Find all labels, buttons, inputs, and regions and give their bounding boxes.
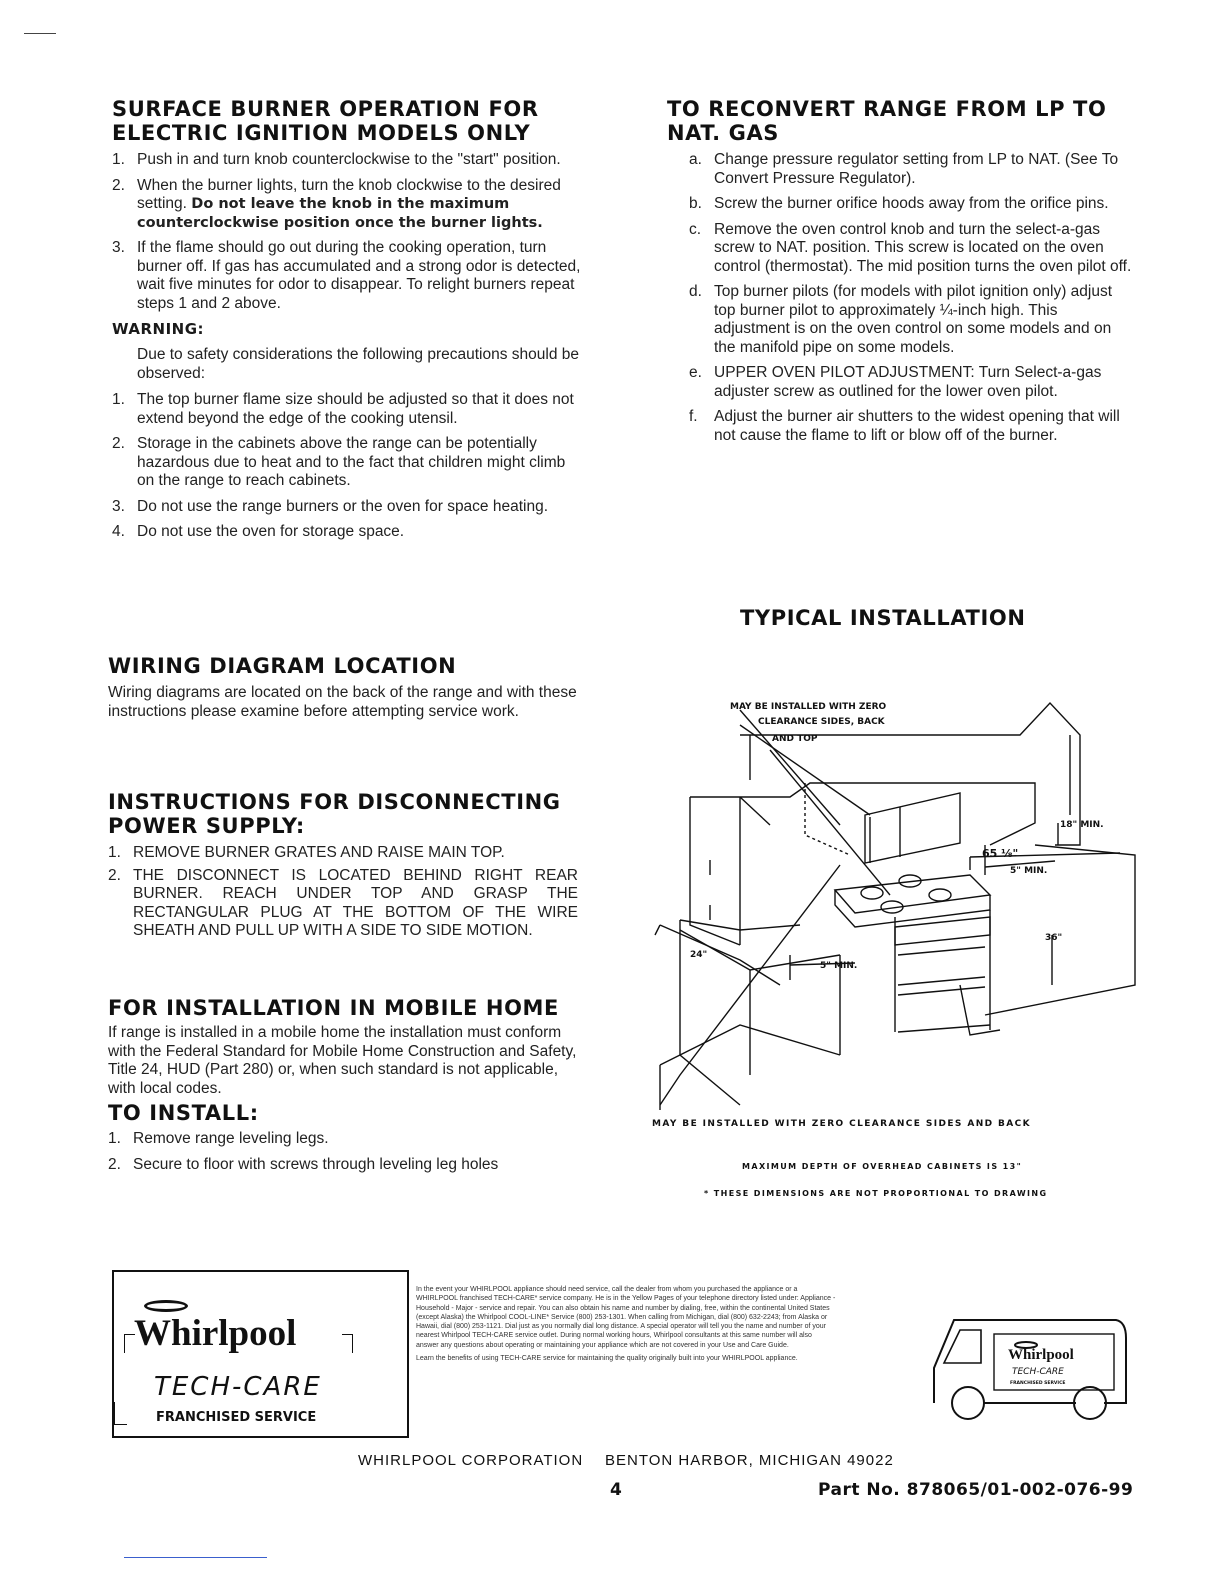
van-brand: Whirlpool [1008,1347,1074,1363]
callout-line: AND TOP [772,734,818,744]
callout-line: CLEARANCE SIDES, BACK [758,717,885,727]
part-number: Part No. 878065/01-002-076-99 [818,1480,1134,1500]
mobile-home-title: FOR INSTALLATION IN MOBILE HOME [108,996,559,1020]
surface-step-bold-warning: Do not leave the knob in the maximum counterclockwise position once the burner lights. [137,196,543,231]
section-surface-burner [112,97,582,549]
section-reconvert [667,97,1137,452]
wiring-text: Wiring diagrams are located on the back of the range and with these instructions please examine before attempting service work. [108,684,577,720]
bracket [124,1334,135,1353]
dim-24: 24" [690,950,708,960]
installation-drawing [640,695,1140,1115]
burner [861,887,883,899]
bottom-rule [124,1557,267,1558]
whirlpool-logo-box [112,1270,409,1438]
range-hood [865,793,960,863]
upper-cabinet [690,783,1035,845]
install-step: 2. Secure to floor with screws through leveling leg holes [108,1155,499,1173]
corporation-address: BENTON HARBOR, MICHIGAN 49022 [605,1452,894,1469]
bracket [114,1402,127,1425]
service-text: In the event your WHIRLPOOL appliance should need service, call the dealer from whom you purchased the appliance or a WHIRLPOOL franchised TECH-CARE* service company. He is in the Yellow Pages of your telephone directory listed under: Appliance - Household - Major - service and repair. You can also obtain his name and number by dialing, free, within the continental United States (except Alaska) the Whirlpool COOL-LINE* Service (800) 253-1301. When calling from Michigan, dial (800) 632-2243; from Alaska or Hawaii, dial (800) 253-1121. Dial just as you normally dial long distance. A special operator will tell you the name and number of your nearest Whirlpool TECH-CARE service outlet. During normal working hours, Whirlpool consultants at this same number will also answer any questions about operating or maintaining your appliance which are not covered in your Use and Care Guide. Learn the benefits of using TECH-CARE service for maintaining the quality originally built into your WHIRLPOOL appliance. [416,1286,836,1363]
countertop-right [985,845,1135,1015]
precaution-item: 4. Do not use the oven for storage space. [112,523,405,540]
van-service: FRANCHISED SERVICE [1010,1381,1066,1386]
warning-intro: Due to safety considerations the following precautions should be observed: [137,346,580,382]
page-number: 4 [610,1480,622,1500]
to-install-title: TO INSTALL: [108,1101,259,1125]
caption-zero-clearance: MAY BE INSTALLED WITH ZERO CLEARANCE SIDES AND BACK [652,1119,1032,1129]
disconnect-step: 2. THE DISCONNECT IS LOCATED BEHIND RIGHT REAR BURNER. REACH UNDER TOP AND GRASP THE RECTANGULAR PLUG AT THE BOTTOM OF THE WIRE SHEATH AND PULL UP WITH A SIDE TO SIDE MOTION. [108,866,578,939]
precaution-item: 1. The top burner flame size should be adjusted so that it does not extend beyond the edge of the cooking utensil. [112,391,574,427]
section-wiring [108,654,578,721]
van-tagline: TECH-CARE [1012,1367,1064,1377]
caption-max-depth: MAXIMUM DEPTH OF OVERHEAD CABINETS IS 13" [742,1162,1023,1171]
surface-step: 3. If the flame should go out during the cooking operation, turn burner off. If gas has accumulated and a strong odor is detected, wait five minutes for odor to disappear. To relight burners repeat steps 1 and 2 above. [112,239,581,312]
precaution-item: 3. Do not use the range burners or the oven for space heating. [112,497,549,515]
surface-burner-title: SURFACE BURNER OPERATION FOR ELECTRIC IGNITION MODELS ONLY [112,97,539,145]
range-top [835,875,990,913]
precaution-item: 2. Storage in the cabinets above the range can be potentially hazardous due to heat and to the fact that children might climb on the range to reach cabinets. [112,435,566,489]
reconvert-step: a. Change pressure regulator setting from LP to NAT. (See To Convert Pressure Regulator). [689,151,1119,187]
section-disconnect [108,790,578,948]
whirlpool-swirl-icon [144,1300,188,1312]
reconvert-step: c. Remove the oven control knob and turn the select-a-gas screw to NAT. position. This screw is located on the oven control (thermostat). The mid position turns the oven pilot off. [689,220,1132,275]
dim-65: 65 ⅛" [982,847,1019,860]
warning-label: WARNING: [112,320,205,338]
caption-not-proportional: * THESE DIMENSIONS ARE NOT PROPORTIONAL TO DRAWING [704,1189,1048,1198]
surface-step: 2. When the burner lights, turn the knob clockwise to the desired setting. Do not leave the knob in the maximum counterclockwise position once the burner lights. [112,176,561,231]
service-van-icon [926,1308,1138,1426]
mobile-home-text: If range is installed in a mobile home the installation must conform with the Federal Standard for Mobile Home Construction and Safety, Title 24, HUD (Part 280) or, when such standard is not applicable, with local codes. [108,1024,577,1097]
install-step: 1. Remove range leveling legs. [108,1130,329,1147]
dim-36: 36" [1045,933,1063,943]
dim-18-min: 18" MIN. [1060,820,1104,830]
section-mobile-home [108,996,578,1181]
reconvert-step: b. Screw the burner orifice hoods away from the orifice pins. [689,195,1109,212]
surface-step: 1. Push in and turn knob counterclockwise to the "start" position. [112,151,561,168]
reconvert-step: d. Top burner pilots (for models with pilot ignition only) adjust top burner pilot to approximately ¼-inch high. This adjustment is on the oven control on some models and on the manifold pipe on some models. [689,283,1113,356]
disconnect-title: INSTRUCTIONS FOR DISCONNECTING POWER SUPPLY: [108,790,561,838]
scan-mark [24,33,56,34]
wiring-title: WIRING DIAGRAM LOCATION [108,654,457,678]
reconvert-step: e. UPPER OVEN PILOT ADJUSTMENT: Turn Select-a-gas adjuster screw as outlined for the lower oven pilot. [689,364,1102,400]
whirlpool-brand: Whirlpool [134,1313,297,1354]
typical-installation-title: TYPICAL INSTALLATION [740,606,1026,630]
dim-5-min-bottom: 5" MIN. [820,961,858,971]
dim-5-min-top: 5" MIN. [1010,866,1048,876]
disconnect-step: 1. REMOVE BURNER GRATES AND RAISE MAIN TOP. [108,844,505,861]
bracket [342,1334,353,1353]
corporation-name: WHIRLPOOL CORPORATION [358,1452,584,1469]
reconvert-step: f. Adjust the burner air shutters to the widest opening that will not cause the flame to lift or blow off of the burner. [689,408,1120,444]
reconvert-title: TO RECONVERT RANGE FROM LP TO NAT. GAS [667,97,1107,145]
burner [929,889,951,901]
callout-line: MAY BE INSTALLED WITH ZERO [730,702,887,712]
tech-care-tagline: TECH-CARE [154,1372,322,1402]
franchised-service-label: FRANCHISED SERVICE [156,1410,317,1425]
